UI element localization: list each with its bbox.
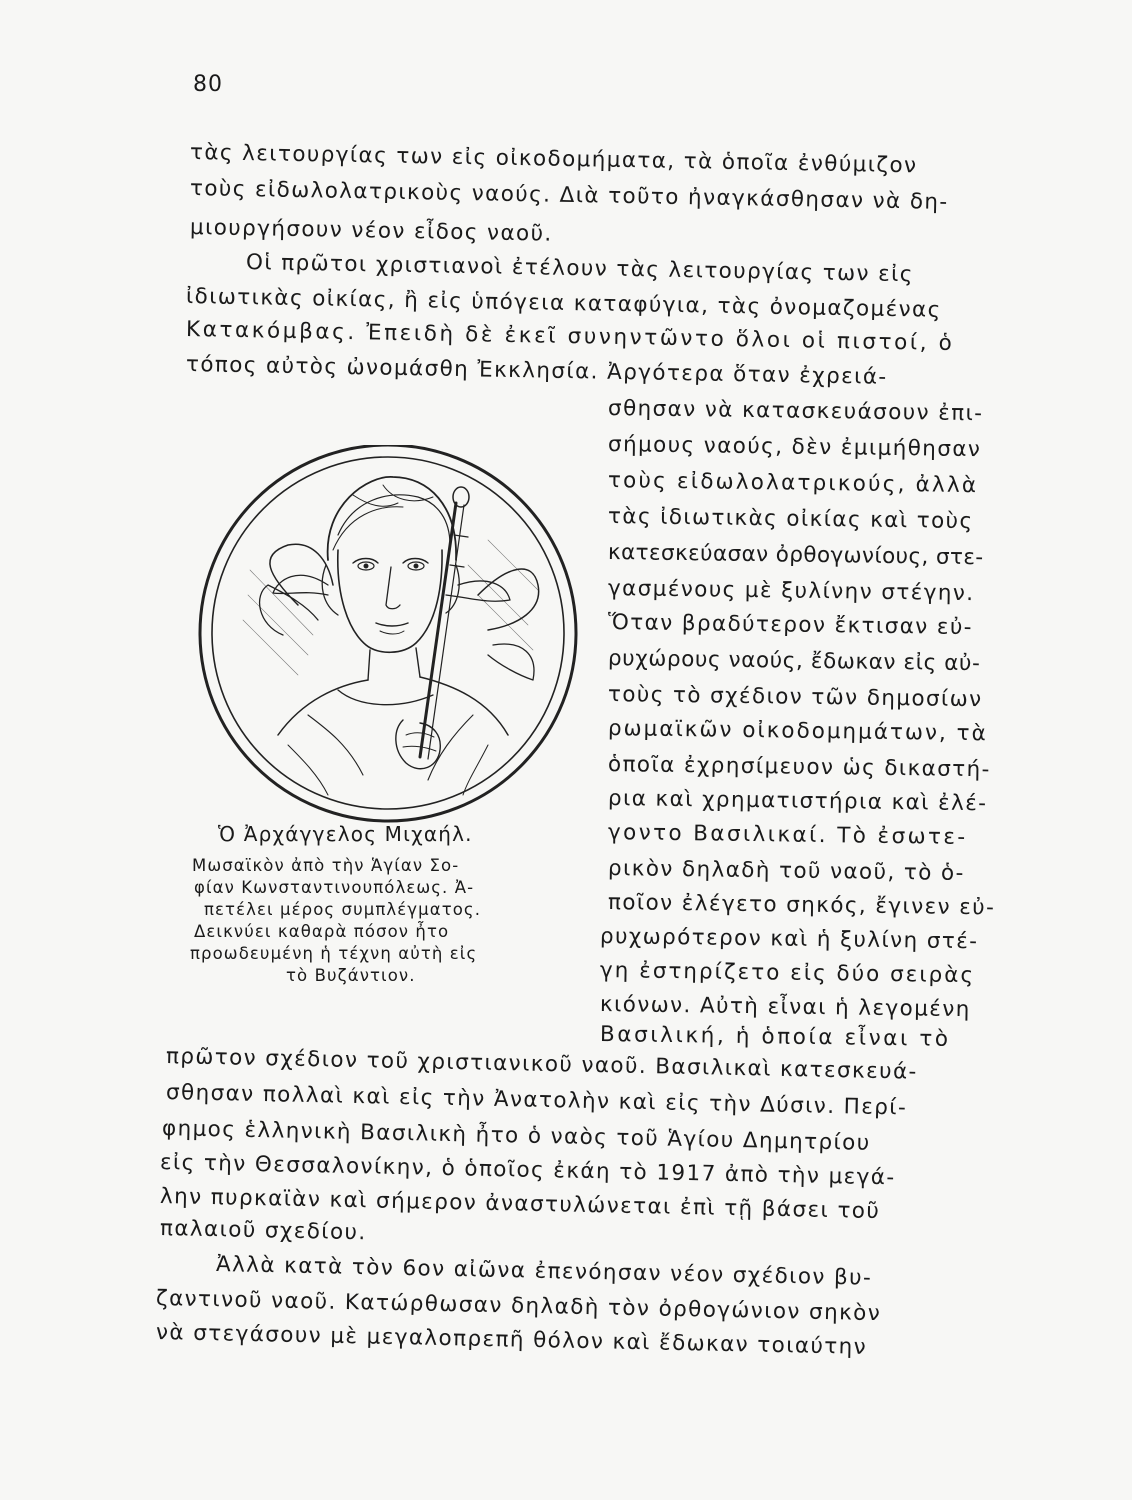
text-line: ἰδιωτικὰς οἰκίας, ἢ εἰς ὑπόγεια καταφύγια, τὰς ὀνομαζομένας [185, 284, 942, 323]
caption-line: Μωσαϊκὸν ἀπὸ τὴν Ἁγίαν Σο- [192, 856, 460, 875]
text-line: τὰς λειτουργίας των εἰς οἰκοδομήματα, τὰ ὁποῖα ἐνθύμιζον [189, 140, 918, 179]
text-line: Οἱ πρῶτοι χριστιανοὶ ἐτέλουν τὰς λειτουργίας των εἰς [245, 250, 915, 288]
text-line: ποῖον ἐλέγετο σηκός, ἔγινεν εὐ- [607, 890, 996, 921]
text-line: ζαντινοῦ ναοῦ. Κατώρθωσαν δηλαδὴ τὸν ὀρθογώνιον σηκὸν [155, 1286, 882, 1327]
text-line: τοὺς τὸ σχέδιον τῶν δημοσίων [607, 682, 983, 713]
text-line: κιόνων. Αὐτὴ εἶναι ἡ λεγομένη [599, 992, 971, 1023]
text-line: ρυχωρότερον καὶ ἡ ξυλίνη στέ- [599, 924, 979, 955]
text-line: τόπος αὐτὸς ὠνομάσθη Ἐκκλησία. Ἀργότερα ὅταν ἐχρειά- [185, 352, 888, 390]
text-line: μιουργήσουν νέον εἶδος ναοῦ. [189, 215, 553, 247]
text-line: τοὺς εἰδωλολατρικούς, ἀλλὰ [607, 468, 979, 499]
archangel-medallion-illustration [188, 445, 588, 825]
text-line: Κατακόμβας. Ἐπειδὴ δὲ ἐκεῖ συνηντῶντο ὅλοι οἱ πιστοί, ὁ [185, 317, 955, 357]
text-line: γοντο Βασιλικαί. Τὸ ἐσωτε- [607, 820, 968, 851]
text-line: ρια καὶ χρηματιστήρια καὶ ἐλέ- [607, 786, 988, 817]
text-line: Βασιλική, ἡ ὁποία εἶναι τὸ [599, 1022, 951, 1052]
text-line: ὁποῖα ἐχρησίμευον ὡς δικαστή- [607, 752, 991, 783]
caption-line: φίαν Κωνσταντινουπόλεως. Ἀ- [194, 878, 475, 897]
text-line: Ὅταν βραδύτερον ἔκτισαν εὐ- [607, 610, 974, 641]
text-line: παλαιοῦ σχεδίου. [159, 1216, 367, 1246]
text-line: τὰς ἰδιωτικὰς οἰκίας καὶ τοὺς [607, 504, 974, 535]
caption-line: προωδευμένη ἡ τέχνη αὐτὴ εἰς [190, 944, 478, 963]
text-line: Ἀλλὰ κατὰ τὸν 6ον αἰῶνα ἐπενόησαν νέον σχέδιον βυ- [215, 1252, 873, 1291]
text-line: σθησαν νὰ κατασκευάσουν ἐπι- [607, 396, 984, 427]
text-line: ρικὸν δηλαδὴ τοῦ ναοῦ, τὸ ὁ- [607, 856, 965, 886]
text-line: εἰς τὴν Θεσσαλονίκην, ὁ ὁποῖος ἐκάη τὸ 1917 ἀπὸ τὴν μεγά- [159, 1150, 896, 1191]
caption-line: πετέλει μέρος συμπλέγματος. [204, 900, 482, 919]
text-line: σθησαν πολλαὶ καὶ εἰς τὴν Ἀνατολὴν καὶ εἰς τὴν Δύσιν. Περί- [165, 1080, 908, 1121]
text-line: κατεσκεύασαν ὀρθογωνίους, στε- [607, 540, 984, 571]
text-line: νὰ στεγάσουν μὲ μεγαλοπρεπῆ θόλον καὶ ἔδωκαν τοιαύτην [155, 1320, 868, 1360]
figure-caption-title: Ὁ Ἀρχάγγελος Μιχαήλ. [218, 822, 473, 846]
text-line: ρυχώρους ναούς, ἔδωκαν εἰς αὐ- [607, 646, 981, 677]
text-line: φημος ἑλληνικὴ Βασιλικὴ ἦτο ὁ ναὸς τοῦ Ἁγίου Δημητρίου [161, 1116, 871, 1156]
text-line: γασμένους μὲ ξυλίνην στέγην. [607, 576, 975, 607]
text-line: σήμους ναούς, δὲν ἐμιμήθησαν [607, 432, 982, 463]
caption-line: Δεικνύει καθαρὰ πόσον ἦτο [194, 922, 450, 941]
text-line: πρῶτον σχέδιον τοῦ χριστιανικοῦ ναοῦ. Βασιλικαὶ κατεσκευά- [165, 1044, 918, 1085]
text-line: λην πυρκαϊὰν καὶ σήμερον ἀναστυλώνεται ἐπὶ τῇ βάσει τοῦ [159, 1184, 881, 1225]
text-line: τοὺς εἰδωλολατρικοὺς ναούς. Διὰ τοῦτο ἠναγκάσθησαν νὰ δη- [189, 176, 949, 215]
archangel-drawing [188, 445, 588, 825]
caption-line: τὸ Βυζάντιον. [286, 966, 416, 985]
text-line: γη ἐστηρίζετο εἰς δύο σειρὰς [599, 958, 976, 989]
page-number: 80 [193, 72, 223, 97]
text-line: ρωμαϊκῶν οἰκοδομημάτων, τὰ [607, 716, 988, 747]
